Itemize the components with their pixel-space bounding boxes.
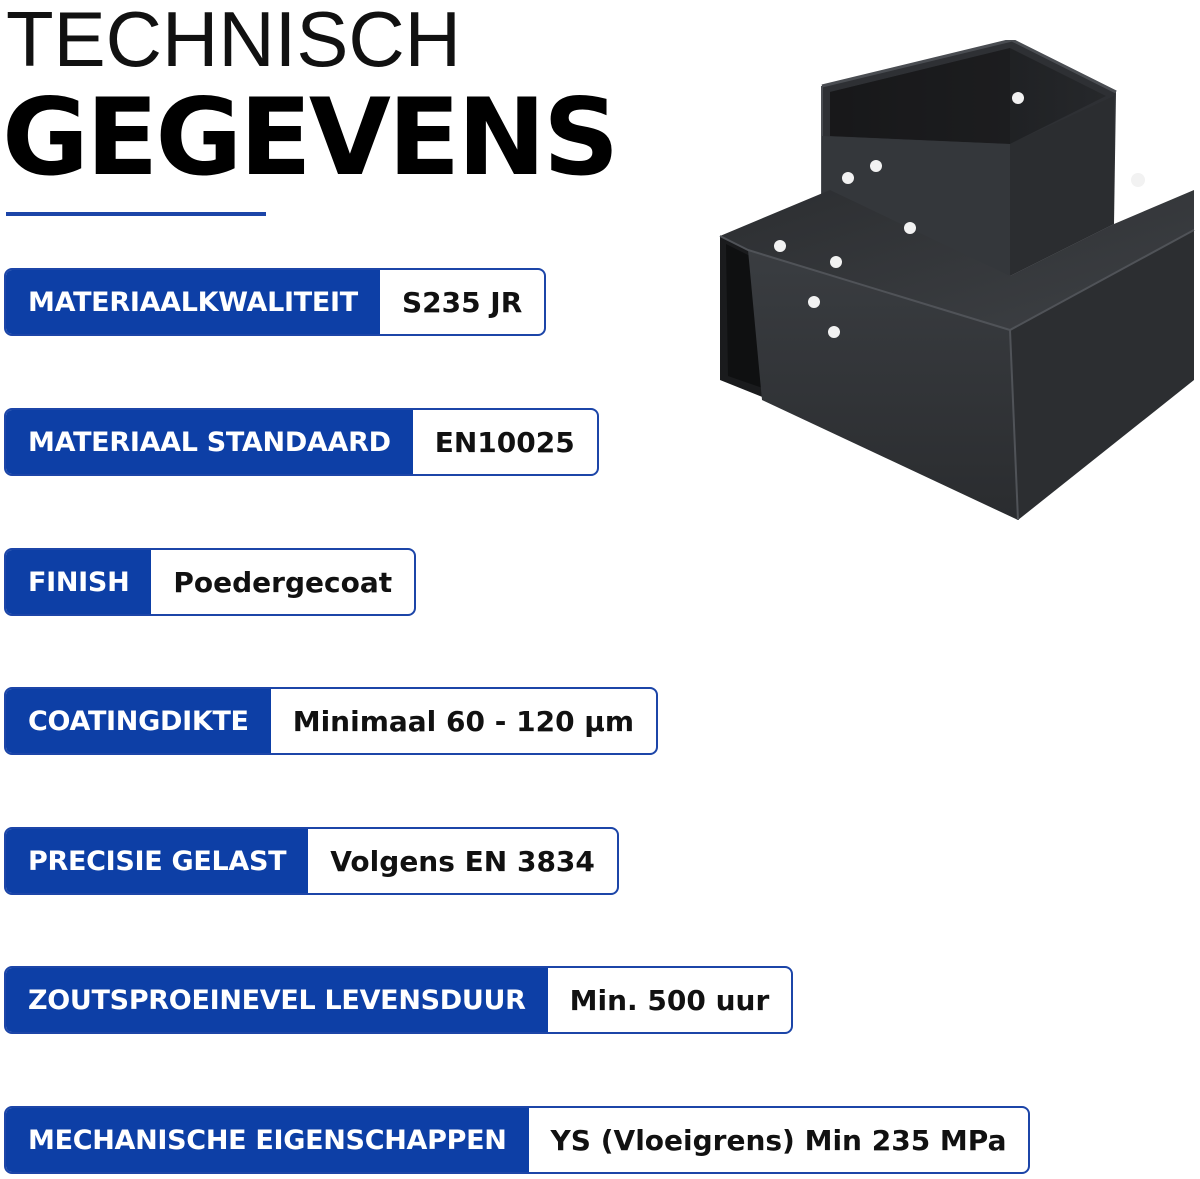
spec-label: MECHANISCHE EIGENSCHAPPEN — [6, 1108, 529, 1172]
spec-value: Poedergecoat — [173, 565, 393, 599]
spec-value: Volgens EN 3834 — [330, 844, 595, 878]
title-line-2: GEGEVENS — [2, 76, 617, 199]
spec-row-finish — [4, 548, 416, 616]
spec-row-coatingdikte — [4, 687, 658, 755]
spec-value: EN10025 — [434, 425, 575, 459]
spec-label: ZOUTSPROEINEVEL LEVENSDUUR — [6, 968, 548, 1032]
spec-value: Min. 500 uur — [569, 983, 770, 1017]
spec-row-mechanische-eigenschappen — [4, 1106, 1030, 1174]
spec-row-materiaal-standaard — [4, 408, 599, 476]
spec-label: COATINGDIKTE — [6, 689, 271, 753]
spec-row-zoutsproeinevel-levensduur — [4, 966, 793, 1034]
spec-label: FINISH — [6, 550, 151, 614]
metal-t-bracket-icon — [718, 40, 1198, 520]
spec-value: S235 JR — [401, 285, 523, 319]
title-line-1: TECHNISCH — [6, 0, 462, 83]
spec-label: PRECISIE GELAST — [6, 829, 308, 893]
spec-row-materiaalkwaliteit — [4, 268, 546, 336]
spec-value: YS (Vloeigrens) Min 235 MPa — [550, 1123, 1007, 1157]
spec-label: MATERIAAL STANDAARD — [6, 410, 413, 474]
spec-label: MATERIAALKWALITEIT — [6, 270, 380, 334]
spec-row-precisie-gelast — [4, 827, 619, 895]
title-underline — [6, 212, 266, 216]
spec-value: Minimaal 60 - 120 µm — [292, 704, 635, 738]
